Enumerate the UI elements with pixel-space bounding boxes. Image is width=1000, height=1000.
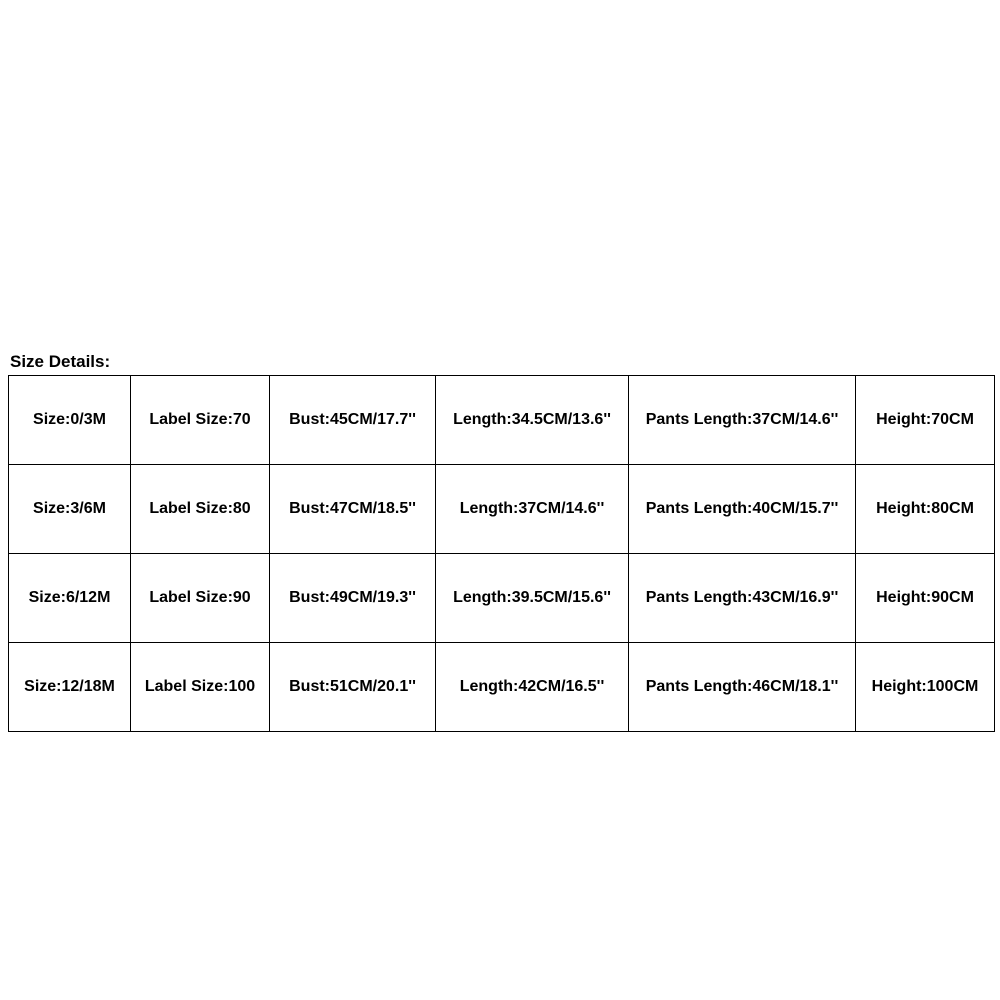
- label-size-cell: Label Size:90: [131, 554, 270, 643]
- pants-length-cell: Pants Length:43CM/16.9'': [629, 554, 856, 643]
- pants-length-cell: Pants Length:37CM/14.6'': [629, 376, 856, 465]
- height-cell: Height:90CM: [856, 554, 995, 643]
- size-cell: Size:12/18M: [9, 643, 131, 732]
- length-cell: Length:39.5CM/15.6'': [436, 554, 629, 643]
- size-details-title: Size Details:: [10, 352, 111, 371]
- height-cell: Height:80CM: [856, 465, 995, 554]
- size-table-body: [9, 376, 995, 732]
- height-cell: Height:100CM: [856, 643, 995, 732]
- bust-cell: Bust:47CM/18.5'': [270, 465, 436, 554]
- length-cell: Length:42CM/16.5'': [436, 643, 629, 732]
- size-cell: Size:3/6M: [9, 465, 131, 554]
- pants-length-cell: Pants Length:46CM/18.1'': [629, 643, 856, 732]
- label-size-cell: Label Size:80: [131, 465, 270, 554]
- table-row: [9, 554, 995, 643]
- bust-cell: Bust:49CM/19.3'': [270, 554, 436, 643]
- length-cell: Length:34.5CM/13.6'': [436, 376, 629, 465]
- table-row: [9, 376, 995, 465]
- size-table: [8, 375, 995, 732]
- table-row: [9, 643, 995, 732]
- size-cell: Size:6/12M: [9, 554, 131, 643]
- bust-cell: Bust:45CM/17.7'': [270, 376, 436, 465]
- size-cell: Size:0/3M: [9, 376, 131, 465]
- height-cell: Height:70CM: [856, 376, 995, 465]
- bust-cell: Bust:51CM/20.1'': [270, 643, 436, 732]
- table-row: [9, 465, 995, 554]
- pants-length-cell: Pants Length:40CM/15.7'': [629, 465, 856, 554]
- label-size-cell: Label Size:100: [131, 643, 270, 732]
- label-size-cell: Label Size:70: [131, 376, 270, 465]
- length-cell: Length:37CM/14.6'': [436, 465, 629, 554]
